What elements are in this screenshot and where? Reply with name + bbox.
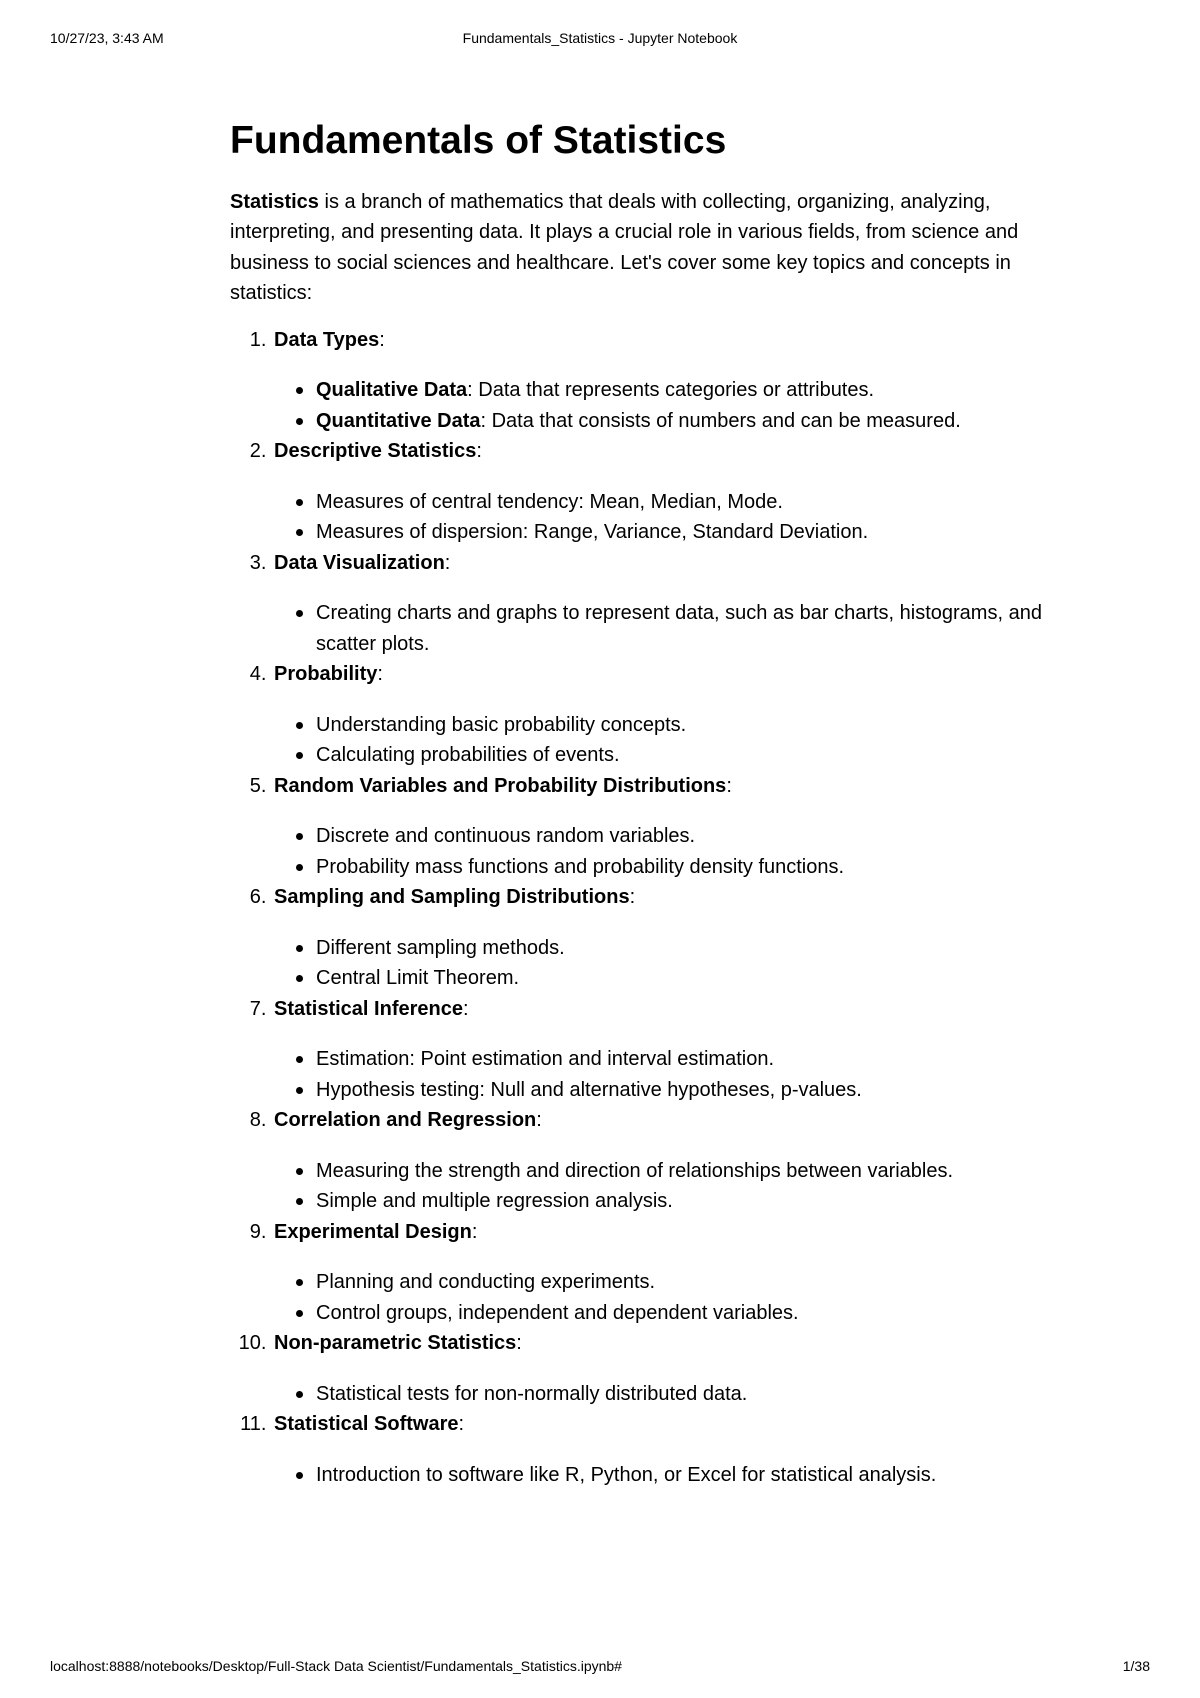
topic-subitems — [274, 375, 1090, 436]
topic-subitem — [316, 406, 1090, 437]
topic-subitems — [274, 1460, 1090, 1491]
topic-subitem — [316, 487, 1090, 518]
topic-subitem — [316, 1044, 1090, 1075]
subitem-text: Discrete and continuous random variables. — [316, 825, 696, 848]
topic-subitem — [316, 1460, 1090, 1491]
topic-item: 7. Statistical Inference: Estimation: Point estimation and interval estimation. Hypothesis testing: Null and alternative hypotheses, p-values. — [272, 994, 1090, 1106]
topic-title: Descriptive Statistics — [274, 440, 477, 463]
topic-item: 1. Data Types: Qualitative Data: Data that represents categories or attributes. Quantitative Data: Data that consists of numbers and can be measured. — [272, 325, 1090, 437]
print-header-title: Fundamentals_Statistics - Jupyter Notebook — [462, 30, 738, 46]
topic-subitem — [316, 598, 1090, 659]
topic-subitem — [316, 1298, 1090, 1329]
topic-item: 2. Descriptive Statistics: Measures of central tendency: Mean, Median, Mode. Measures of dispersion: Range, Variance, Standard Deviation. — [272, 436, 1090, 548]
topic-subitems — [274, 487, 1090, 548]
topic-subitems — [274, 1156, 1090, 1217]
topic-title: Experimental Design — [274, 1220, 472, 1243]
topic-subitems — [274, 821, 1090, 882]
subitem-term: Qualitative Data — [316, 379, 468, 402]
topic-subitem — [316, 933, 1090, 964]
subitem-text: Understanding basic probability concepts. — [316, 713, 687, 736]
topic-subitem — [316, 1379, 1090, 1410]
subitem-text: : Data that represents categories or attributes. — [467, 379, 875, 402]
print-footer-page-number: 1/38 — [1122, 1658, 1150, 1674]
topic-subitems — [274, 933, 1090, 994]
subitem-text: Simple and multiple regression analysis. — [316, 1190, 673, 1213]
topic-subitems — [274, 710, 1090, 771]
subitem-text: Planning and conducting experiments. — [316, 1271, 656, 1294]
topic-subitems — [274, 1267, 1090, 1328]
topic-item: 4. Probability: Understanding basic probability concepts. Calculating probabilities of events. — [272, 659, 1090, 771]
subitem-text: Control groups, independent and dependent variables. — [316, 1301, 799, 1324]
subitem-text: Probability mass functions and probability density functions. — [316, 855, 845, 878]
intro-text: is a branch of mathematics that deals with collecting, organizing, analyzing, interpreting, and presenting data. It plays a crucial role in various fields, from science and business to social sciences and healthcare. Let's cover some key topics and concepts in statistics: — [230, 190, 1019, 305]
topic-item: 10. Non-parametric Statistics: Statistical tests for non-normally distributed data. — [272, 1328, 1090, 1409]
subitem-text: Statistical tests for non-normally distributed data. — [316, 1382, 748, 1405]
topic-item: 6. Sampling and Sampling Distributions: Different sampling methods. Central Limit Theorem. — [272, 882, 1090, 994]
topic-item: 8. Correlation and Regression: Measuring the strength and direction of relationships between variables. Simple and multiple regression analysis. — [272, 1105, 1090, 1217]
intro-bold-term: Statistics — [230, 190, 319, 213]
topic-subitem — [316, 1267, 1090, 1298]
topic-title: Data Visualization — [274, 551, 445, 574]
topic-title: Statistical Inference — [274, 997, 463, 1020]
topic-subitem — [316, 1156, 1090, 1187]
intro-paragraph — [230, 187, 1090, 309]
topic-subitems — [274, 1044, 1090, 1105]
subitem-text: Hypothesis testing: Null and alternative hypotheses, p-values. — [316, 1078, 862, 1101]
topic-subitem — [316, 963, 1090, 994]
subitem-text: Estimation: Point estimation and interval estimation. — [316, 1048, 774, 1071]
topic-item: 3. Data Visualization: Creating charts and graphs to represent data, such as bar charts, histograms, and scatter plots. — [272, 548, 1090, 660]
subitem-text: Measures of central tendency: Mean, Median, Mode. — [316, 490, 783, 513]
print-header — [50, 30, 1150, 50]
topic-item: 5. Random Variables and Probability Distributions: Discrete and continuous random variables. Probability mass functions and probability density functions. — [272, 771, 1090, 883]
topic-subitem — [316, 740, 1090, 771]
topic-subitem — [316, 710, 1090, 741]
topic-item: 9. Experimental Design: Planning and conducting experiments. Control groups, independent and dependent variables. — [272, 1217, 1090, 1329]
topic-subitem — [316, 1186, 1090, 1217]
print-footer-url: localhost:8888/notebooks/Desktop/Full-Stack Data Scientist/Fundamentals_Statistics.ipynb# — [50, 1658, 622, 1674]
topic-subitems — [274, 1379, 1090, 1410]
print-footer — [50, 1658, 1150, 1678]
print-header-date: 10/27/23, 3:43 AM — [50, 30, 164, 46]
subitem-text: Measuring the strength and direction of relationships between variables. — [316, 1159, 954, 1182]
topic-title: Statistical Software — [274, 1413, 459, 1436]
subitem-term: Quantitative Data — [316, 409, 481, 432]
topic-title: Random Variables and Probability Distributions — [274, 774, 727, 797]
subitem-text: Calculating probabilities of events. — [316, 744, 620, 767]
topic-subitem — [316, 517, 1090, 548]
topics-list — [230, 325, 1090, 1491]
topic-title: Non-parametric Statistics — [274, 1332, 517, 1355]
notebook-content — [230, 118, 1090, 1490]
topic-subitem — [316, 375, 1090, 406]
topic-subitem — [316, 821, 1090, 852]
topic-title: Sampling and Sampling Distributions — [274, 886, 630, 909]
topic-subitem — [316, 852, 1090, 883]
subitem-text: : Data that consists of numbers and can be measured. — [480, 409, 961, 432]
subitem-text: Different sampling methods. — [316, 936, 565, 959]
topic-subitems — [274, 598, 1090, 659]
topic-item: 11. Statistical Software: Introduction to software like R, Python, or Excel for statistical analysis. — [272, 1409, 1090, 1490]
subitem-text: Creating charts and graphs to represent data, such as bar charts, histograms, and scatter plots. — [316, 602, 1042, 655]
page-title: Fundamentals of Statistics — [230, 119, 727, 162]
subitem-text: Introduction to software like R, Python, or Excel for statistical analysis. — [316, 1463, 937, 1486]
subitem-text: Measures of dispersion: Range, Variance, Standard Deviation. — [316, 521, 869, 544]
topic-title: Data Types — [274, 328, 380, 351]
subitem-text: Central Limit Theorem. — [316, 967, 520, 990]
topic-subitem — [316, 1075, 1090, 1106]
topic-title: Probability — [274, 663, 378, 686]
topic-title: Correlation and Regression — [274, 1109, 537, 1132]
